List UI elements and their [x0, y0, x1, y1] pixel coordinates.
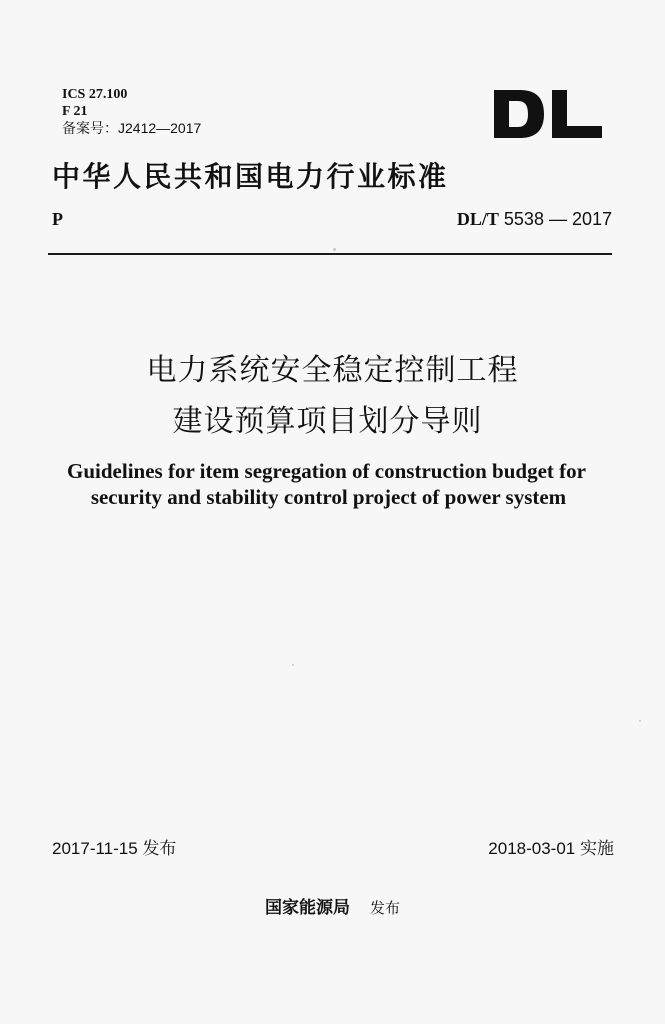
- issue-date-label: 发布: [142, 839, 177, 859]
- issue-date-value: 2017-11-15: [52, 839, 138, 858]
- standard-number-value: 5538 — 2017: [503, 209, 612, 229]
- date-row: [52, 834, 614, 858]
- scan-speck: [333, 248, 336, 251]
- english-title-line-1: Guidelines for item segregation of construction budget for: [67, 459, 586, 483]
- scan-speck: [292, 664, 294, 666]
- scan-speck: [639, 720, 641, 722]
- implementation-date-value: 2018-03-01: [488, 839, 576, 858]
- implementation-date-label: 实施: [580, 839, 614, 859]
- standard-category-title: 中华人民共和国电力行业标准: [52, 160, 449, 193]
- record-number-label: 备案号：: [62, 120, 118, 136]
- chinese-title-line-2: 建设预算项目划分导则: [172, 404, 483, 439]
- classification-block: [62, 86, 201, 137]
- standard-code-row: [52, 209, 612, 235]
- issue-date: [52, 834, 176, 859]
- publisher-line: [0, 893, 665, 918]
- dl-logo: [494, 90, 602, 138]
- publisher-organization: 国家能源局: [264, 898, 350, 918]
- ccs-code: F 21: [62, 104, 88, 119]
- standard-number-prefix: DL/T: [456, 209, 499, 229]
- publisher-action: 发布: [369, 899, 400, 917]
- implementation-date: [488, 834, 614, 859]
- standard-number: [457, 209, 612, 230]
- ics-code: ICS 27.100: [62, 87, 128, 102]
- record-number-line: [62, 120, 201, 137]
- header-divider: [48, 253, 612, 255]
- category-letter: P: [52, 209, 63, 229]
- record-number-value: J2412—2017: [118, 120, 202, 136]
- english-title-line-2: security and stability control project of power system: [90, 485, 567, 509]
- chinese-title-line-1: 电力系统安全稳定控制工程: [146, 353, 519, 388]
